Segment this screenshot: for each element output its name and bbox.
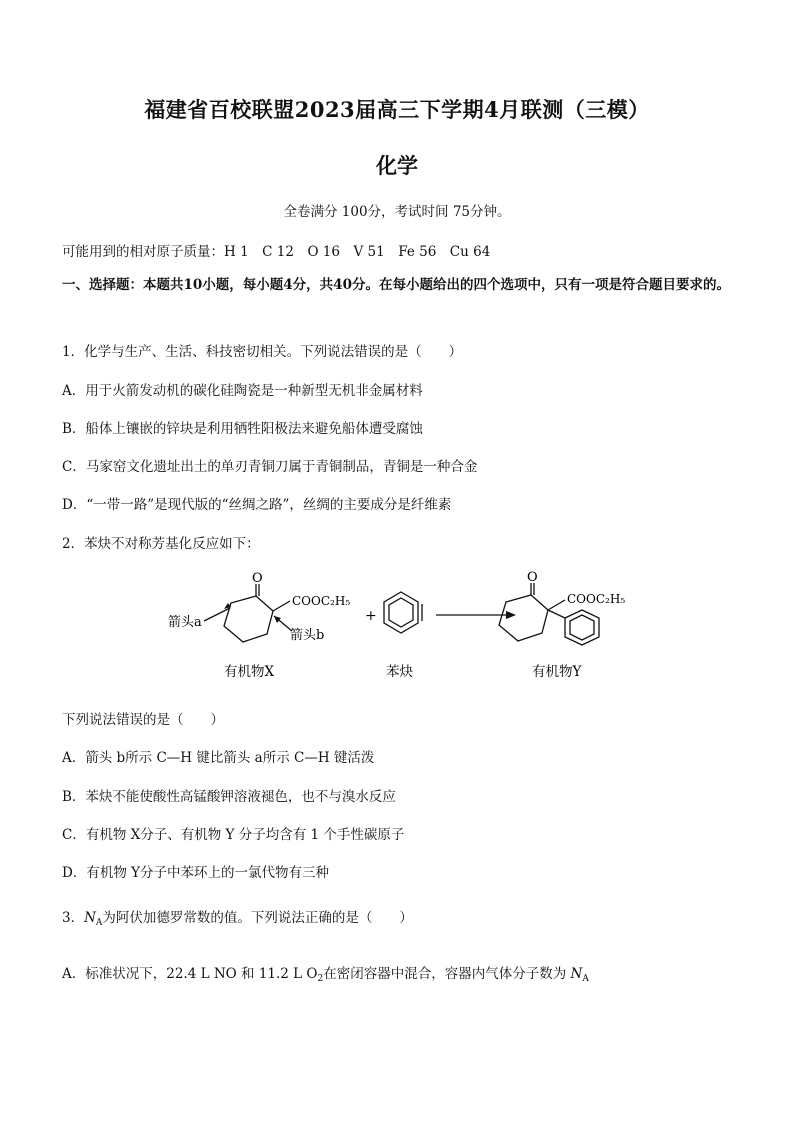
q3-stem — [62, 906, 413, 928]
avogadro-subscript: A — [95, 918, 103, 928]
q2-option-c: C．有机物 X分子、有机物 Y 分子均含有 1 个手性碳原子 — [62, 827, 405, 843]
benzyne-label: 苯炔 — [386, 664, 413, 680]
x-ester-bond — [273, 601, 290, 611]
arrow-b-label: 箭头b — [290, 628, 325, 643]
reaction-figure — [160, 565, 650, 690]
subject-title: 化学 — [376, 153, 418, 178]
y-ester-bond — [548, 600, 565, 610]
q3-a-post: 在密闭容器中混合，容器内气体分子数为 — [323, 966, 571, 982]
avogadro-symbol: N — [84, 910, 96, 926]
y-ester-label: COOC₂H₅ — [567, 592, 626, 606]
q3-option-a — [62, 962, 589, 984]
section-heading: 一、选择题：本题共10小题，每小题4分，共40分。在每小题给出的四个选项中，只有一项是符合题目要求的。 — [62, 277, 730, 293]
atomic-masses: 可能用到的相对原子质量：H 1 C 12 O 16 V 51 Fe 56 Cu 64 — [62, 244, 491, 260]
x-ring — [224, 596, 273, 642]
o2-subscript: 2 — [317, 974, 324, 984]
q1-option-d: D．“一带一路”是现代版的“丝绸之路”，丝绸的主要成分是纤维素 — [62, 497, 452, 513]
q2-prompt: 下列说法错误的是（ ） — [62, 712, 224, 728]
q1-option-a: A．用于火箭发动机的碳化硅陶瓷是一种新型无机非金属材料 — [62, 383, 423, 399]
q1-option-c: C．马家窑文化遗址出土的单刃青铜刀属于青铜制品，青铜是一种合金 — [62, 459, 478, 475]
q3-number: 3． — [62, 910, 85, 926]
q3-a-pre: A．标准状况下，22.4 L NO 和 11.2 L O — [62, 966, 318, 982]
y-oxygen: O — [527, 570, 538, 585]
q2-option-b: B．苯炔不能使酸性高锰酸钾溶液褪色，也不与溴水反应 — [62, 789, 396, 805]
avogadro-symbol-2: N — [570, 966, 583, 982]
arrow-a-label: 箭头a — [168, 615, 202, 630]
x-ester-label: COOC₂H₅ — [292, 594, 351, 608]
q3-stem-text: 为阿伏加德罗常数的值。下列说法正确的是（ ） — [102, 910, 413, 926]
arrow-b-head — [274, 616, 281, 623]
y-phenyl-bond — [548, 610, 565, 618]
y-label: 有机物Y — [532, 664, 582, 680]
q2-stem: 2．苯炔不对称芳基化反应如下： — [62, 536, 260, 552]
exam-note: 全卷满分 100分，考试时间 75分钟。 — [283, 204, 511, 220]
q2-option-a: A．箭头 b所示 C—H 键比箭头 a所示 C—H 键活泼 — [62, 750, 375, 766]
q2-option-d: D．有机物 Y分子中苯环上的一氯代物有三种 — [62, 865, 330, 881]
q1-stem: 1．化学与生产、生活、科技密切相关。下列说法错误的是（ ） — [62, 344, 463, 360]
plus-sign: + — [365, 608, 377, 624]
exam-title: 福建省百校联盟2023届高三下学期4月联测（三模） — [144, 97, 650, 122]
x-oxygen: O — [252, 571, 263, 586]
x-label: 有机物X — [224, 664, 275, 680]
q1-option-b: B．船体上镶嵌的锌块是利用牺牲阳极法来避免船体遭受腐蚀 — [62, 421, 423, 437]
reaction-arrow-head — [506, 611, 516, 619]
avogadro-subscript-2: A — [582, 974, 589, 984]
